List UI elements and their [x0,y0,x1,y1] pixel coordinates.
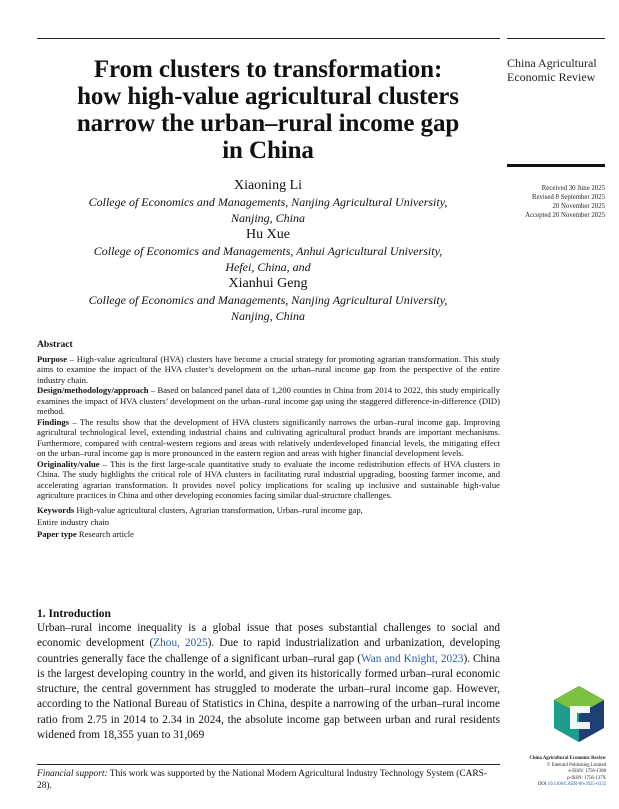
title-line-2: how high-value agricultural clusters [77,83,459,110]
publication-info [496,756,606,789]
intro-text-3: ). China is the largest developing country in the world, and given its historically formed urban–rural economic structure, the central government has struggled to moderate the urban–rural income gap. However, according to the National Bureau of Statistics in China, despite a narrowing of the urban–rural income ratio from 2.75 in 2014 to 2.34 in 2024, the absolute income gap between urban and rural residents widened from 18,355 yuan to 31,069 [37,652,500,742]
abstract-text: Based on balanced panel data of 1,200 counties in China from 2014 to 2022, this study empirically examines the impact of HVA clusters’ development on the urban–rural income gap using the staggered difference-in-difference (DID) method. [37,385,500,416]
abstract-text: High-value agricultural (HVA) clusters have become a crucial strategy for promoting agrarian transformation. This study aims to examine the impact of the HVA cluster’s development on the urban–rural income gap from the perspective of the entire industry chain. [37,353,500,385]
title-line-3: narrow the urban–rural income gap [76,110,460,137]
abstract-text: The results show that the development of HVA clusters significantly narrows the urban–rural income gap. Improving agricultural technological level, extending industrial chains and cultivating agricultural product brands are important mechanisms. Furthermore, compared with central-western regions and areas with relatively underdeveloped financial levels, the mitigating effect on the urban–rural income gap is more pronounced in the eastern region and areas with higher financial development levels. [37,416,500,458]
pubinfo-eissn: e-ISSN: 1756-1388 [568,769,606,775]
abstract-label: Findings [37,416,70,427]
paper-type: Research article [78,528,134,539]
journal-name-line1: China Agricultural [507,56,597,70]
abstract-findings [37,417,500,459]
author-affiliation: College of Economics and Managements, Anhui Agricultural University, [93,244,443,258]
citation-link[interactable]: Zhou, 2025 [153,637,208,650]
author-affiliation: College of Economics and Managements, Nanjing Agricultural University, [88,195,448,209]
abstract-design [37,385,500,417]
pubinfo-doi [496,782,606,789]
citation-link[interactable]: Wan and Knight, 2023 [360,652,464,665]
intro-paragraph [37,621,500,743]
author-affiliation-location: Hefei, China, and [225,260,311,274]
article-dates [495,184,605,220]
keywords-line-2: Entire industry chain [37,516,110,527]
date-revised-2: 20 November 2025 [552,203,605,210]
author-list [40,177,496,324]
author-name: Hu Xue [246,227,290,242]
abstract-label: Design/methodology/approach [37,385,149,395]
footnote [37,768,500,792]
journal-name [507,56,607,84]
footnote-label: Financial support: [37,769,108,779]
pubinfo-pissn: p-ISSN: 1756-137X [567,775,606,781]
top-rule [37,38,500,39]
footnote-rule [37,764,500,765]
intro-text-1: Urban–rural income inequality is a global issue that poses substantial challenges to social and economic development ( [37,622,500,650]
abstract-separator: – [69,416,80,427]
abstract-label: Purpose [37,353,68,364]
side-rule-top [507,38,605,39]
author-affiliation-location: Nanjing, China [230,309,305,323]
abstract-separator: – [148,385,158,395]
date-received: Received 30 June 2025 [541,185,605,192]
date-revised-1: Revised 8 September 2025 [531,194,605,201]
abstract-separator: – [67,353,77,364]
abstract-originality [37,459,500,501]
abstract-separator: – [99,458,111,469]
abstract-heading: Abstract [37,339,73,350]
publisher-logo-icon [552,684,606,742]
keywords [37,504,500,540]
keywords-line-1: High-value agricultural clusters, Agrarian transformation, Urban–rural income gap, [76,504,363,515]
author-name: Xiaoning Li [233,178,303,193]
abstract [37,340,500,540]
author-name: Xianhui Geng [228,276,308,291]
introduction [37,608,500,743]
abstract-purpose [37,354,500,386]
article-title [40,56,496,164]
date-accepted: Accepted 20 November 2025 [525,212,605,219]
title-line-4: in China [222,137,314,164]
title-line-1: From clusters to transformation: [93,56,443,83]
journal-name-line2: Economic Review [507,70,596,84]
paper-type-label: Paper type [37,528,77,539]
doi-link[interactable]: 10.1108/CAER-06-2025-0332 [547,782,606,788]
pubinfo-journal: China Agricultural Economic Review [529,756,606,761]
abstract-text: This is the first large-scale quantitative study to evaluate the income redistribution effects of HVA clusters in China. The study highlights the critical role of HVA clusters in facilitating rural industrial upgrading, boosting farmer income, and accelerating agrarian transformation. It provides novel policy implications for scaling up inclusive and sustainable high-value agriculture practices in China and other developing economies facing similar dual-structure challenges. [37,458,500,500]
intro-text-2: ). Due to rapid industrialization and urbanization, developing countries generally face the challenge of a significant urban–rural gap ( [37,637,500,665]
author-affiliation-location: Nanjing, China [230,211,305,225]
footnote-text: This work was supported by the National Modern Agricultural Industry Technology System (CARS-28). [37,769,487,791]
section-heading: 1. Introduction [37,608,111,620]
keywords-label: Keywords [37,504,75,515]
abstract-label: Originality/value [37,458,100,469]
side-rule-thick [507,164,605,167]
doi-label: DOI [537,782,548,788]
pubinfo-publisher: © Emerald Publishing Limited [546,762,606,768]
author-affiliation: College of Economics and Managements, Nanjing Agricultural University, [88,293,448,307]
